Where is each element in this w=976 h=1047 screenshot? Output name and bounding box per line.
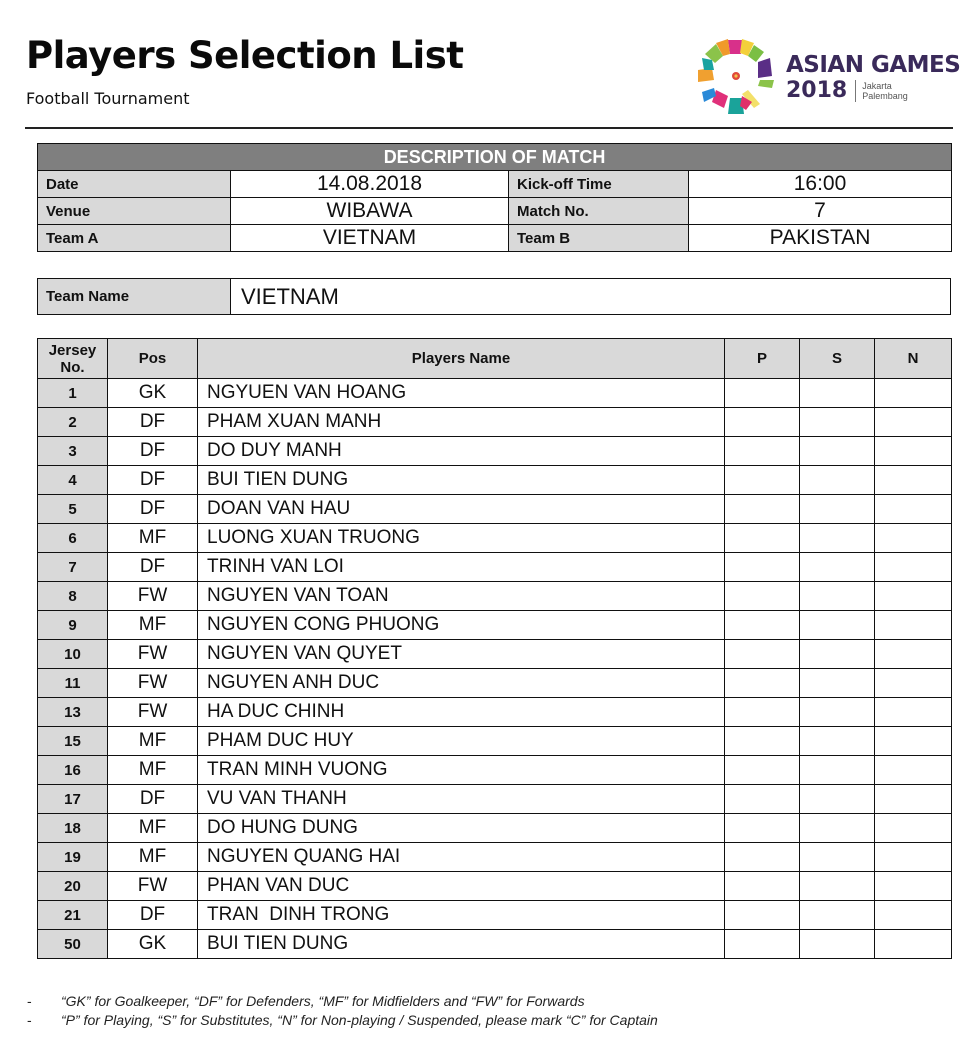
player-row	[38, 379, 952, 408]
player-row	[38, 495, 952, 524]
jersey-no-cell: 18	[38, 814, 108, 843]
playing-mark-cell[interactable]	[725, 698, 800, 727]
player-name-cell: BUI TIEN DUNG	[198, 466, 725, 495]
player-name-cell: VU VAN THANH	[198, 785, 725, 814]
position-cell: FW	[108, 640, 198, 669]
playing-mark-cell[interactable]	[725, 640, 800, 669]
player-name-cell: NGYUEN VAN HOANG	[198, 379, 725, 408]
non-playing-mark-cell[interactable]	[875, 814, 952, 843]
substitute-mark-cell[interactable]	[800, 843, 875, 872]
kickoff-time-value: 16:00	[689, 171, 952, 198]
position-cell: MF	[108, 814, 198, 843]
non-playing-mark-cell[interactable]	[875, 640, 952, 669]
playing-mark-cell[interactable]	[725, 727, 800, 756]
player-row	[38, 582, 952, 611]
player-row	[38, 756, 952, 785]
position-cell: DF	[108, 901, 198, 930]
playing-mark-cell[interactable]	[725, 611, 800, 640]
non-playing-mark-cell[interactable]	[875, 843, 952, 872]
player-row	[38, 843, 952, 872]
playing-mark-cell[interactable]	[725, 582, 800, 611]
position-cell: FW	[108, 669, 198, 698]
player-name-cell: NGUYEN VAN QUYET	[198, 640, 725, 669]
player-row	[38, 669, 952, 698]
venue-label: Venue	[38, 198, 231, 225]
player-row	[38, 611, 952, 640]
players-table	[37, 338, 952, 959]
match-description-heading: DESCRIPTION OF MATCH	[38, 144, 952, 171]
player-row	[38, 727, 952, 756]
match-row-date	[38, 171, 952, 198]
page-title: Players Selection List	[26, 34, 464, 77]
substitute-mark-cell[interactable]	[800, 698, 875, 727]
substitute-mark-cell[interactable]	[800, 872, 875, 901]
substitute-mark-cell[interactable]	[800, 669, 875, 698]
substitute-mark-cell[interactable]	[800, 727, 875, 756]
substitute-mark-cell[interactable]	[800, 437, 875, 466]
player-row	[38, 408, 952, 437]
jersey-no-cell: 5	[38, 495, 108, 524]
player-row	[38, 437, 952, 466]
playing-mark-cell[interactable]	[725, 814, 800, 843]
team-name-table	[37, 278, 951, 315]
date-label: Date	[38, 171, 231, 198]
non-playing-mark-cell[interactable]	[875, 756, 952, 785]
playing-header: P	[725, 339, 800, 379]
substitute-mark-cell[interactable]	[800, 930, 875, 959]
header-divider	[25, 127, 953, 129]
position-cell: DF	[108, 437, 198, 466]
footnote-positions-text: “GK” for Goalkeeper, “DF” for Defenders, “MF” for Midfielders and “FW” for Forwards	[61, 993, 585, 1009]
position-cell: MF	[108, 756, 198, 785]
player-row	[38, 930, 952, 959]
playing-mark-cell[interactable]	[725, 379, 800, 408]
playing-mark-cell[interactable]	[725, 930, 800, 959]
playing-mark-cell[interactable]	[725, 669, 800, 698]
team-b-label: Team B	[509, 225, 689, 252]
playing-mark-cell[interactable]	[725, 872, 800, 901]
kickoff-time-label: Kick-off Time	[509, 171, 689, 198]
non-playing-mark-cell[interactable]	[875, 582, 952, 611]
jersey-no-cell: 10	[38, 640, 108, 669]
team-a-label: Team A	[38, 225, 231, 252]
non-playing-mark-cell[interactable]	[875, 466, 952, 495]
asian-games-emblem-icon	[696, 34, 776, 118]
asian-games-logo-text	[786, 52, 960, 103]
position-cell: DF	[108, 785, 198, 814]
playing-mark-cell[interactable]	[725, 495, 800, 524]
position-cell: FW	[108, 872, 198, 901]
footnote-status-text: “P” for Playing, “S” for Substitutes, “N” for Non-playing / Suspended, please mark “C” for Captain	[61, 1012, 658, 1028]
jersey-no-cell: 4	[38, 466, 108, 495]
playing-mark-cell[interactable]	[725, 408, 800, 437]
non-playing-mark-cell[interactable]	[875, 698, 952, 727]
jersey-no-cell: 50	[38, 930, 108, 959]
player-name-cell: HA DUC CHINH	[198, 698, 725, 727]
player-row	[38, 524, 952, 553]
footnote-status: - “P” for Playing, “S” for Substitutes, “N” for Non-playing / Suspended, please mark “C” for Captain	[27, 1012, 658, 1028]
team-name-label: Team Name	[38, 279, 231, 315]
position-cell: DF	[108, 408, 198, 437]
jersey-no-cell: 2	[38, 408, 108, 437]
non-playing-mark-cell[interactable]	[875, 669, 952, 698]
date-value: 14.08.2018	[231, 171, 509, 198]
playing-mark-cell[interactable]	[725, 756, 800, 785]
jersey-no-cell: 13	[38, 698, 108, 727]
match-no-label: Match No.	[509, 198, 689, 225]
jersey-no-cell: 21	[38, 901, 108, 930]
player-row	[38, 814, 952, 843]
logo-city-palembang: Palembang	[862, 91, 908, 101]
substitute-mark-cell[interactable]	[800, 756, 875, 785]
position-cell: MF	[108, 611, 198, 640]
playing-mark-cell[interactable]	[725, 901, 800, 930]
player-name-cell: NGUYEN CONG PHUONG	[198, 611, 725, 640]
position-cell: DF	[108, 495, 198, 524]
substitute-mark-cell[interactable]	[800, 466, 875, 495]
player-name-cell: DO HUNG DUNG	[198, 814, 725, 843]
playing-mark-cell[interactable]	[725, 785, 800, 814]
logo-city-jakarta: Jakarta	[862, 81, 892, 91]
player-row	[38, 698, 952, 727]
player-row	[38, 640, 952, 669]
player-name-cell: NGUYEN QUANG HAI	[198, 843, 725, 872]
substitute-mark-cell[interactable]	[800, 495, 875, 524]
playing-mark-cell[interactable]	[725, 553, 800, 582]
venue-value: WIBAWA	[231, 198, 509, 225]
substitute-mark-cell[interactable]	[800, 611, 875, 640]
footnotes	[27, 992, 658, 1030]
footnote-positions: - “GK” for Goalkeeper, “DF” for Defenders, “MF” for Midfielders and “FW” for Forwards	[27, 993, 585, 1009]
substitute-mark-cell[interactable]	[800, 553, 875, 582]
non-playing-mark-cell[interactable]	[875, 785, 952, 814]
position-cell: DF	[108, 553, 198, 582]
page-subtitle: Football Tournament	[26, 89, 190, 108]
non-playing-mark-cell[interactable]	[875, 379, 952, 408]
jersey-no-cell: 6	[38, 524, 108, 553]
position-cell: MF	[108, 843, 198, 872]
non-playing-mark-cell[interactable]	[875, 524, 952, 553]
logo-divider	[855, 80, 856, 102]
substitute-mark-cell[interactable]	[800, 379, 875, 408]
jersey-no-cell: 9	[38, 611, 108, 640]
team-b-value: PAKISTAN	[689, 225, 952, 252]
player-name-cell: DOAN VAN HAU	[198, 495, 725, 524]
team-name-value: VIETNAM	[231, 279, 951, 315]
players-table-header	[38, 339, 952, 379]
player-name-cell: TRAN MINH VUONG	[198, 756, 725, 785]
player-row	[38, 785, 952, 814]
position-cell: MF	[108, 727, 198, 756]
pos-header: Pos	[108, 339, 198, 379]
non-playing-mark-cell[interactable]	[875, 553, 952, 582]
non-playing-mark-cell[interactable]	[875, 930, 952, 959]
match-no-value: 7	[689, 198, 952, 225]
match-description-table	[37, 143, 952, 252]
playing-mark-cell[interactable]	[725, 437, 800, 466]
player-name-cell: TRAN DINH TRONG	[198, 901, 725, 930]
jersey-no-cell: 8	[38, 582, 108, 611]
non-playing-mark-cell[interactable]	[875, 901, 952, 930]
playing-mark-cell[interactable]	[725, 843, 800, 872]
player-name-cell: LUONG XUAN TRUONG	[198, 524, 725, 553]
non-playing-mark-cell[interactable]	[875, 437, 952, 466]
position-cell: FW	[108, 582, 198, 611]
jersey-no-cell: 19	[38, 843, 108, 872]
player-name-cell: NGUYEN VAN TOAN	[198, 582, 725, 611]
non-playing-mark-cell[interactable]	[875, 872, 952, 901]
player-name-cell: NGUYEN ANH DUC	[198, 669, 725, 698]
jersey-no-cell: 1	[38, 379, 108, 408]
non-playing-mark-cell[interactable]	[875, 727, 952, 756]
logo-title: ASIAN GAMES	[786, 52, 961, 78]
jersey-no-cell: 11	[38, 669, 108, 698]
player-name-cell: BUI TIEN DUNG	[198, 930, 725, 959]
jersey-no-cell: 17	[38, 785, 108, 814]
substitute-mark-cell[interactable]	[800, 814, 875, 843]
player-name-cell: PHAM DUC HUY	[198, 727, 725, 756]
player-name-cell: PHAM XUAN MANH	[198, 408, 725, 437]
team-a-value: VIETNAM	[231, 225, 509, 252]
player-name-cell: DO DUY MANH	[198, 437, 725, 466]
substitute-mark-cell[interactable]	[800, 785, 875, 814]
player-row	[38, 901, 952, 930]
playing-mark-cell[interactable]	[725, 524, 800, 553]
position-cell: FW	[108, 698, 198, 727]
jersey-no-cell: 3	[38, 437, 108, 466]
player-row	[38, 553, 952, 582]
players-name-header: Players Name	[198, 339, 725, 379]
player-name-cell: PHAN VAN DUC	[198, 872, 725, 901]
jersey-no-cell: 20	[38, 872, 108, 901]
jersey-no-header: Jersey No.	[38, 339, 108, 379]
substitute-mark-cell[interactable]	[800, 582, 875, 611]
player-name-cell: TRINH VAN LOI	[198, 553, 725, 582]
player-row	[38, 872, 952, 901]
non-playing-header: N	[875, 339, 952, 379]
jersey-no-cell: 16	[38, 756, 108, 785]
position-cell: GK	[108, 379, 198, 408]
match-row-teams	[38, 225, 952, 252]
jersey-no-cell: 7	[38, 553, 108, 582]
position-cell: DF	[108, 466, 198, 495]
substitute-mark-cell[interactable]	[800, 901, 875, 930]
jersey-no-cell: 15	[38, 727, 108, 756]
substitute-mark-cell[interactable]	[800, 408, 875, 437]
match-row-venue	[38, 198, 952, 225]
position-cell: GK	[108, 930, 198, 959]
non-playing-mark-cell[interactable]	[875, 495, 952, 524]
non-playing-mark-cell[interactable]	[875, 611, 952, 640]
position-cell: MF	[108, 524, 198, 553]
logo-year: 2018	[786, 78, 848, 103]
substitutes-header: S	[800, 339, 875, 379]
playing-mark-cell[interactable]	[725, 466, 800, 495]
player-row	[38, 466, 952, 495]
non-playing-mark-cell[interactable]	[875, 408, 952, 437]
substitute-mark-cell[interactable]	[800, 524, 875, 553]
substitute-mark-cell[interactable]	[800, 640, 875, 669]
